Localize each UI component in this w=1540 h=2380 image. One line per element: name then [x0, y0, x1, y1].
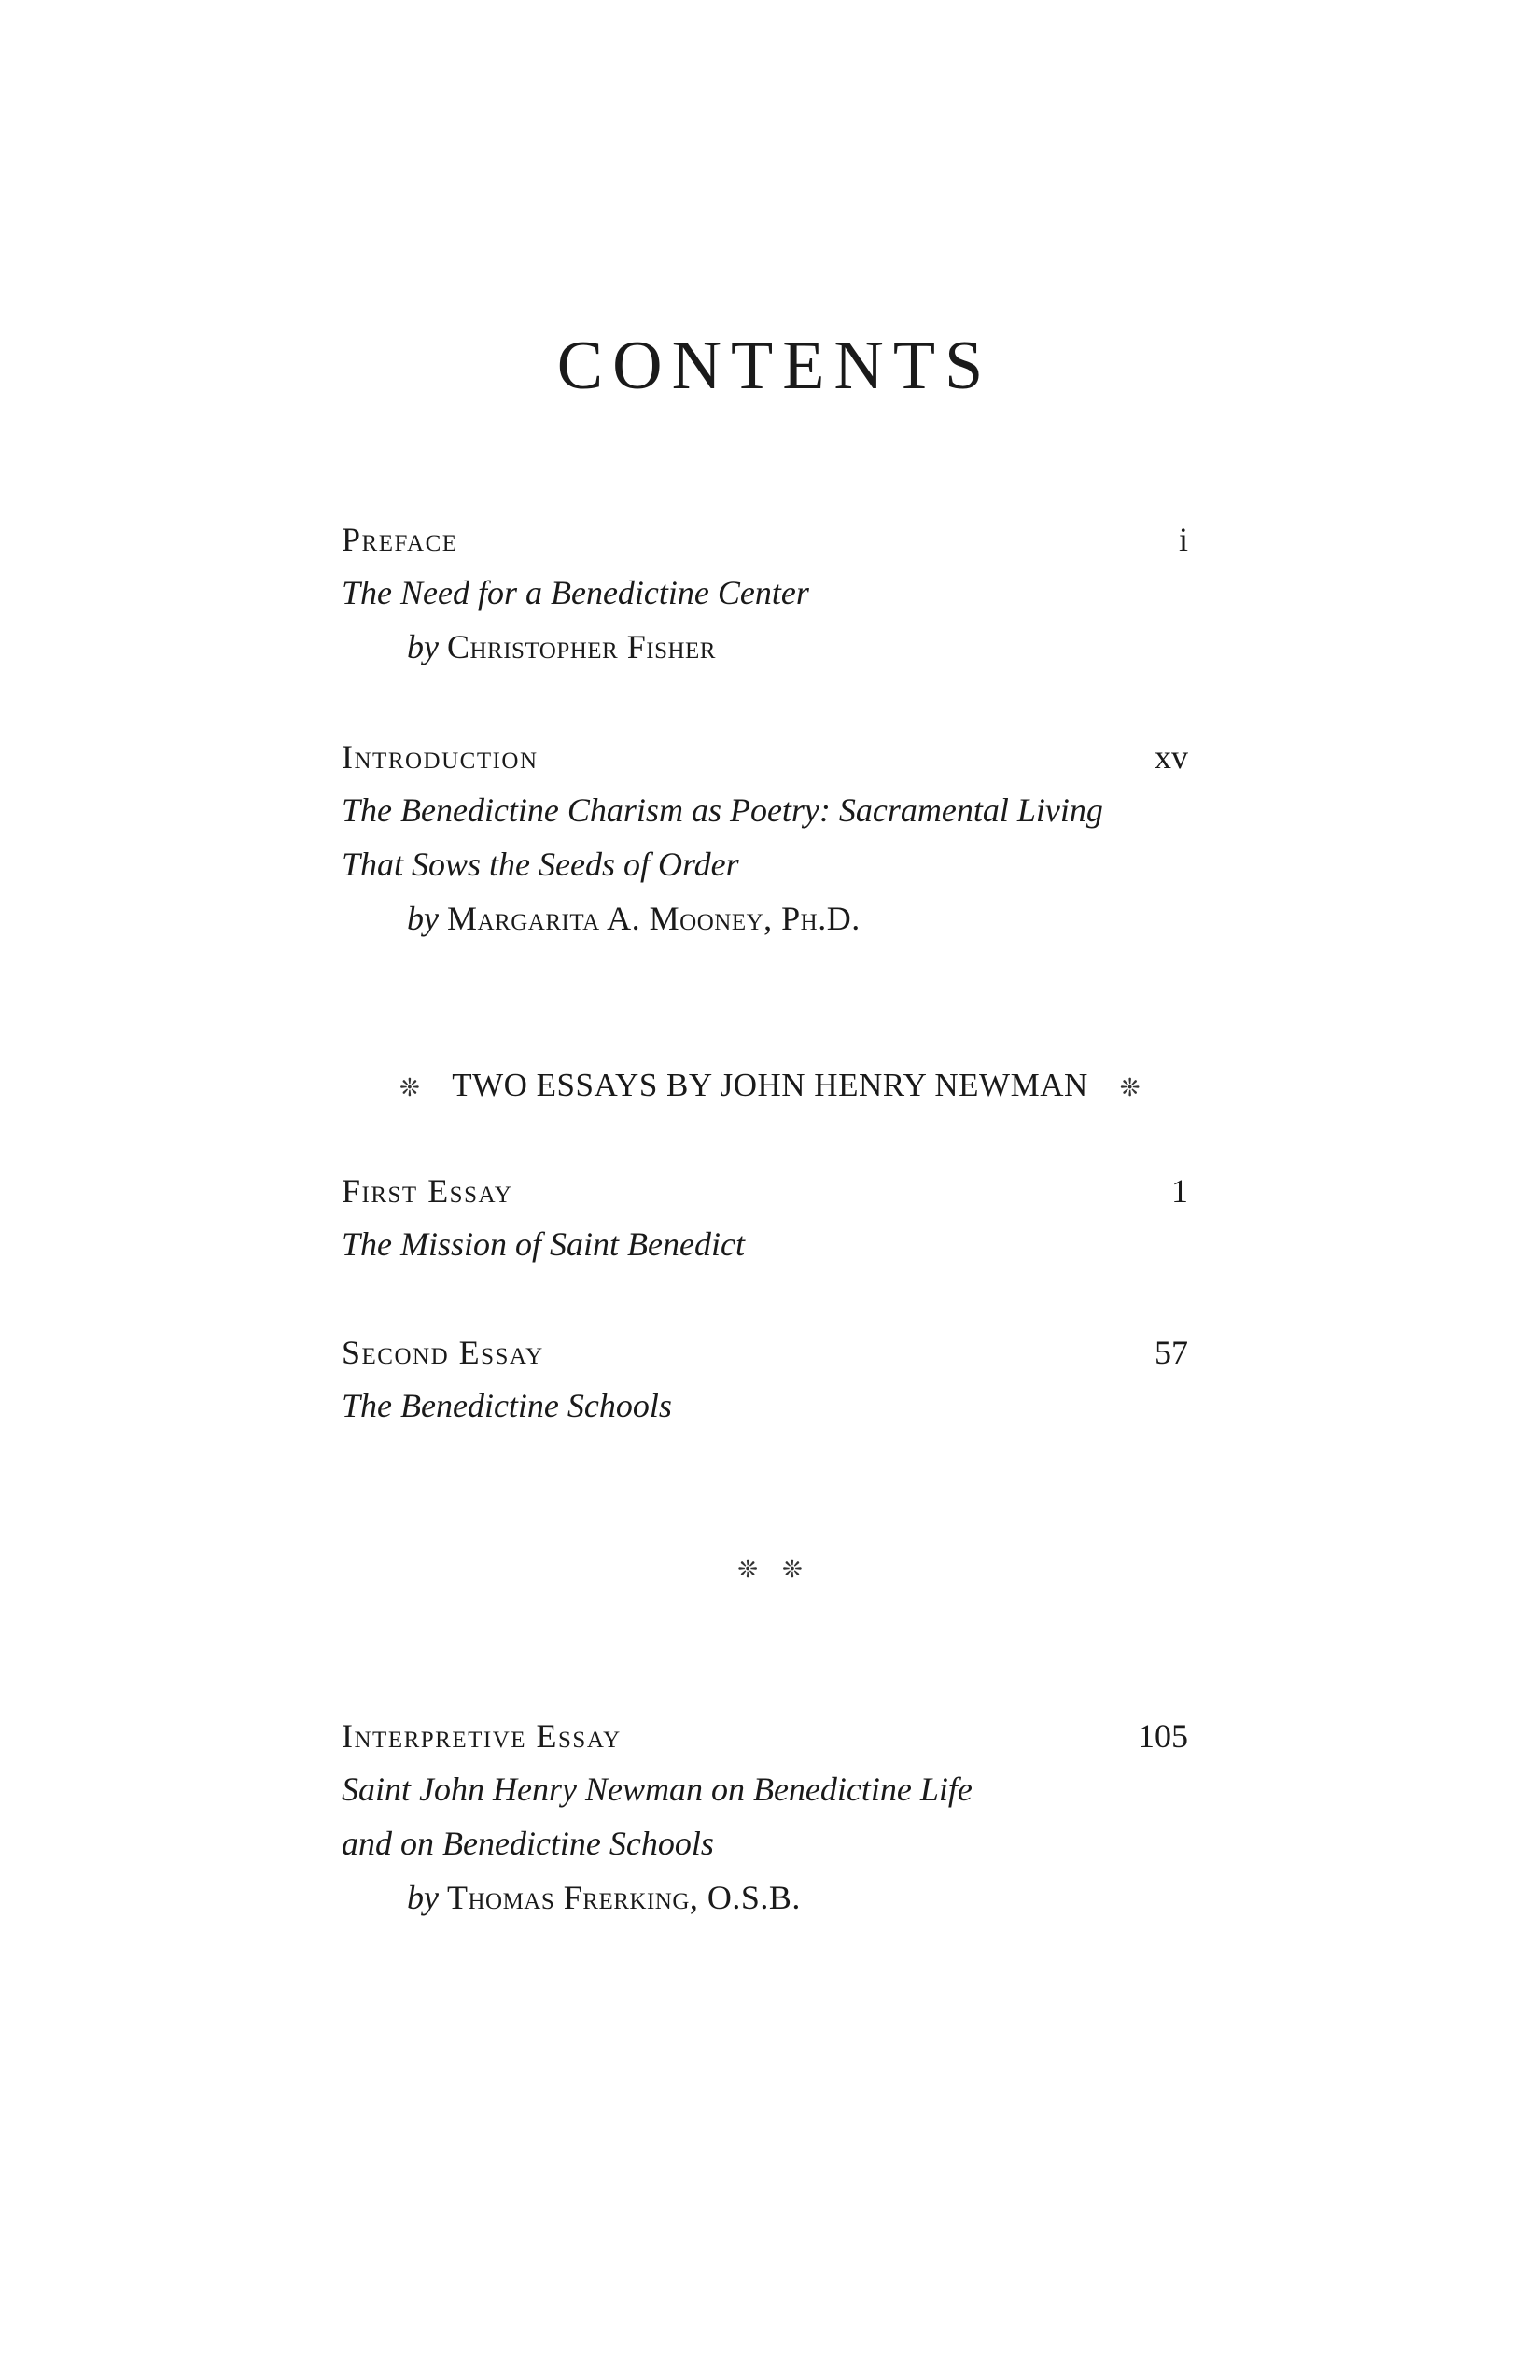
- toc-entry-subtitle: The Benedictine Charism as Poetry: Sacramental Living: [342, 791, 1103, 829]
- toc-entry-heading-row: [342, 1710, 1188, 1762]
- byline-author: Margarita A. Mooney, Ph.D.: [446, 900, 861, 937]
- toc-entry-page-number: 105: [1138, 1717, 1188, 1755]
- toc-entry-byline: [342, 891, 1188, 945]
- toc-entry-second-essay[interactable]: [342, 1326, 1188, 1433]
- toc-entry-heading: Introduction: [342, 738, 539, 776]
- toc-entry-first-essay[interactable]: [342, 1165, 1188, 1271]
- toc-entry-byline: [342, 1870, 1188, 1925]
- byline-by: by: [407, 628, 439, 665]
- page-title: CONTENTS: [556, 328, 993, 404]
- byline-author: Christopher Fisher: [446, 628, 716, 665]
- toc-entry-subtitle: The Benedictine Schools: [342, 1387, 672, 1424]
- ornament-icon: ❊: [782, 1556, 803, 1584]
- section-divider: [0, 1062, 1540, 1112]
- toc-entry-subtitle: and on Benedictine Schools: [342, 1825, 714, 1862]
- byline-author: Thomas Frerking, O.S.B.: [446, 1879, 801, 1916]
- toc-entry-subtitle: That Sows the Seeds of Order: [342, 846, 739, 883]
- toc-entry-interpretive-essay[interactable]: [342, 1710, 1188, 1925]
- toc-entry-subtitle: The Mission of Saint Benedict: [342, 1225, 745, 1263]
- ornament-icon: ❊: [737, 1556, 758, 1584]
- toc-entry-subtitle: Saint John Henry Newman on Benedictine Life: [342, 1771, 973, 1808]
- ornament-icon: ❊: [1119, 1073, 1141, 1101]
- toc-entry-subtitle: The Need for a Benedictine Center: [342, 574, 809, 611]
- toc-entry-introduction[interactable]: [342, 731, 1188, 945]
- toc-entry-page-number: 57: [1155, 1334, 1188, 1371]
- toc-entry-heading-row: [342, 1165, 1188, 1217]
- toc-entry-heading: Second Essay: [342, 1334, 544, 1371]
- toc-entry-heading-row: [342, 731, 1188, 783]
- byline-by: by: [407, 900, 439, 937]
- ornament-divider: [0, 1549, 1540, 1589]
- toc-entry-heading: Interpretive Essay: [342, 1717, 622, 1755]
- toc-entry-heading-row: [342, 1326, 1188, 1379]
- section-divider-label: TWO ESSAYS BY JOHN HENRY NEWMAN: [452, 1067, 1088, 1103]
- toc-entry-page-number: xv: [1155, 738, 1188, 776]
- toc-entry-heading: Preface: [342, 521, 458, 558]
- ornament-icon: ❊: [399, 1073, 421, 1101]
- toc-entry-heading-row: [342, 513, 1188, 566]
- toc-entry-byline: [342, 620, 1188, 674]
- byline-by: by: [407, 1879, 439, 1916]
- toc-entry-preface[interactable]: [342, 513, 1188, 674]
- toc-entry-heading: First Essay: [342, 1172, 513, 1210]
- toc-entry-page-number: 1: [1171, 1172, 1188, 1210]
- toc-entry-page-number: i: [1178, 521, 1188, 558]
